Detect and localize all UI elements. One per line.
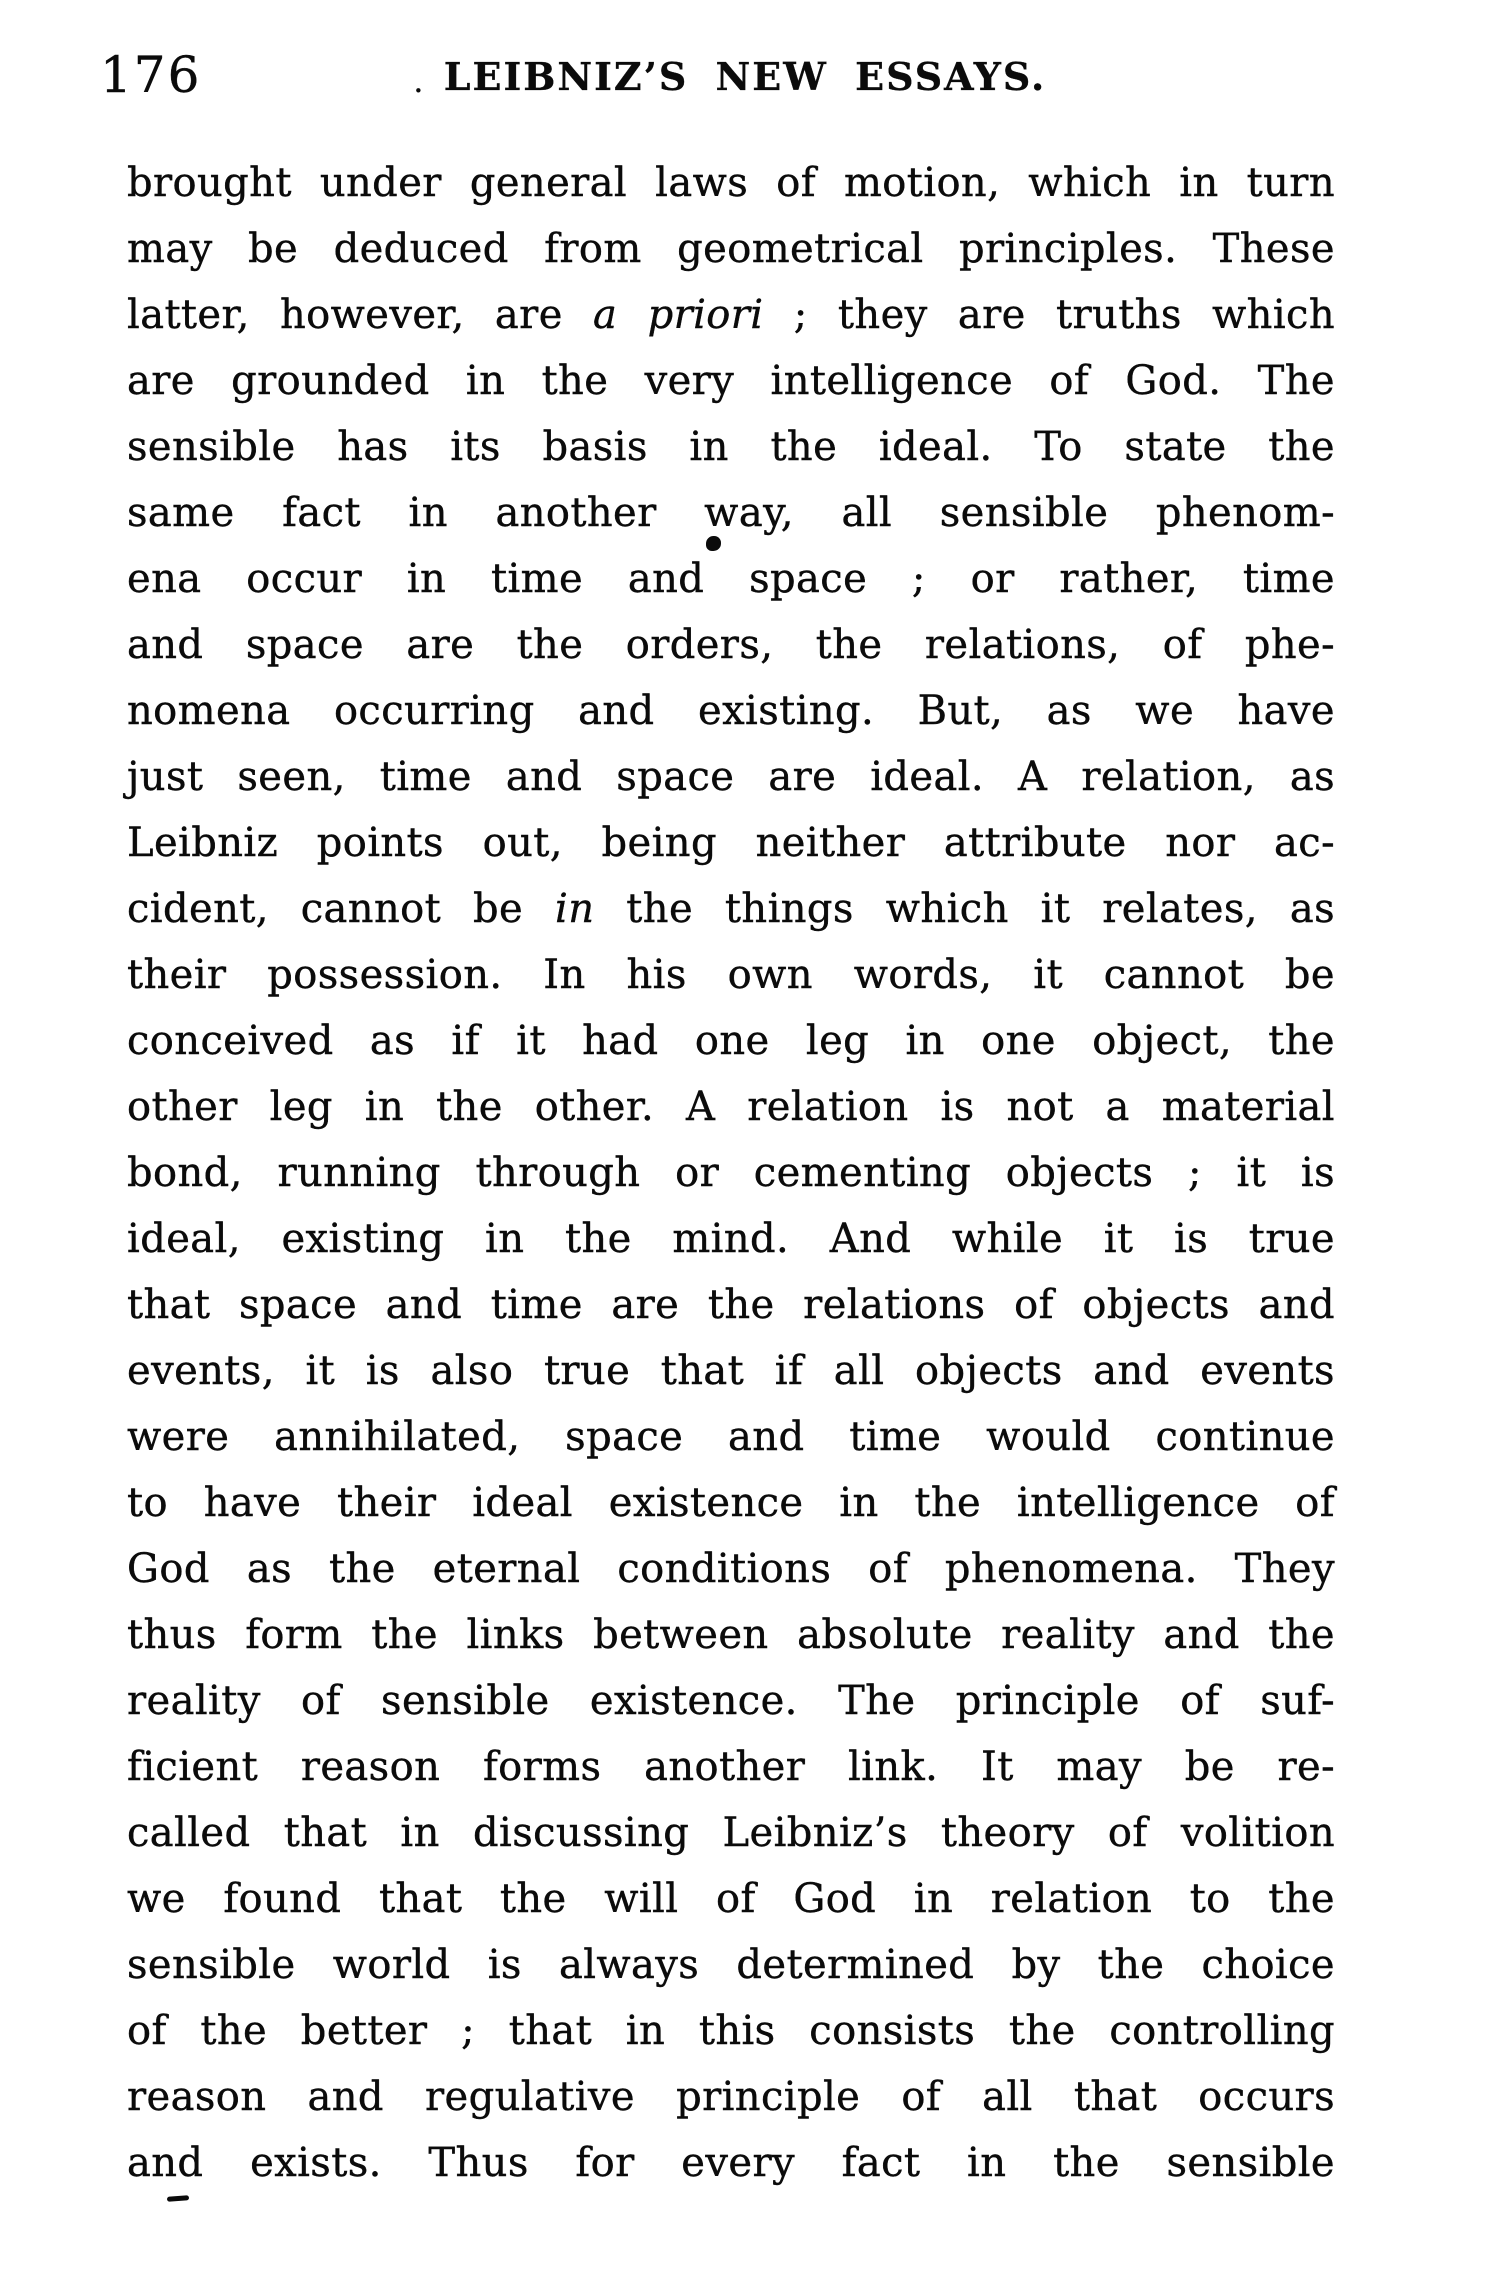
text-segment: conceived as if it had one leg in one object, the [127,1018,1335,1064]
text-line [127,876,1335,942]
text-segment: their possession. In his own words, it cannot be [127,952,1335,998]
text-segment: we found that the will of God in relation to the [127,1876,1335,1922]
running-header [0,0,1490,120]
text-segment: God as the eternal conditions of phenomena. They [127,1546,1335,1592]
text-line [127,1998,1335,2064]
page-number: 176 [100,46,202,104]
text-line [127,480,1335,546]
text-line [127,744,1335,810]
ink-speck [167,2195,189,2202]
text-segment: other leg in the other. A relation is not a material [127,1084,1335,1130]
text-line [127,1536,1335,1602]
text-segment: and exists. Thus for every fact in the sensible [127,2140,1335,2186]
text-segment: are grounded in the very intelligence of God. The [127,358,1335,404]
text-segment: Leibniz points out, being neither attribute nor ac- [127,820,1335,866]
text-segment: were annihilated, space and time would continue [127,1414,1335,1460]
text-line [127,1404,1335,1470]
text-line [127,282,1335,348]
text-line [127,942,1335,1008]
text-segment: sensible has its basis in the ideal. To state the [127,424,1335,470]
text-segment: reason and regulative principle of all that occurs [127,2074,1335,2120]
text-line [127,1074,1335,1140]
text-line [127,546,1335,612]
text-line [127,150,1335,216]
text-line [127,216,1335,282]
text-segment: that space and time are the relations of objects and [127,1282,1335,1328]
text-segment: ficient reason forms another link. It may be re- [127,1744,1335,1790]
text-line [127,1206,1335,1272]
text-line [127,1800,1335,1866]
text-line [127,1338,1335,1404]
text-segment: of the better ; that in this consists the controlling [127,2008,1335,2054]
text-line [127,414,1335,480]
italic-text-segment: a priori [593,292,764,338]
text-line [127,810,1335,876]
text-segment: nomena occurring and existing. But, as we have [127,688,1335,734]
text-segment: ; they are truths which [763,292,1335,338]
text-segment: brought under general laws of motion, which in turn [127,160,1335,206]
text-segment: just seen, time and space are ideal. A relation, as [127,754,1335,800]
text-segment: bond, running through or cementing objects ; it is [127,1150,1335,1196]
text-line [127,2130,1335,2196]
text-segment: thus form the links between absolute reality and the [127,1612,1335,1658]
text-segment: and space are the orders, the relations, of phe- [127,622,1335,668]
text-line [127,1866,1335,1932]
text-line [127,348,1335,414]
ink-dot-before-title: · [413,71,424,111]
text-line [127,1668,1335,1734]
text-line [127,1734,1335,1800]
text-line [127,1140,1335,1206]
text-segment: same fact in another way, all sensible phenom- [127,490,1335,536]
text-line [127,1008,1335,1074]
running-title: LEIBNIZ’S NEW ESSAYS. [443,54,1047,99]
running-title-wrap [0,54,1490,111]
text-line [127,2064,1335,2130]
text-segment: events, it is also true that if all objects and events [127,1348,1335,1394]
text-line [127,1470,1335,1536]
text-segment: ideal, existing in the mind. And while it is true [127,1216,1335,1262]
body-text-block [127,150,1335,2196]
italic-text-segment: in [555,886,595,932]
text-segment: sensible world is always determined by the choice [127,1942,1335,1988]
text-line [127,1602,1335,1668]
text-line [127,678,1335,744]
ink-speck [706,536,721,551]
text-segment: latter, however, are [127,292,594,338]
text-segment: cident, cannot be [127,886,556,932]
text-segment: to have their ideal existence in the intelligence of [127,1480,1335,1526]
text-segment: the things which it relates, as [594,886,1335,932]
text-line [127,1272,1335,1338]
text-segment: ena occur in time and space ; or rather, time [127,556,1335,602]
text-segment: called that in discussing Leibniz’s theory of volition [127,1810,1335,1856]
text-line [127,1932,1335,1998]
text-segment: reality of sensible existence. The principle of suf- [127,1678,1335,1724]
text-segment: may be deduced from geometrical principles. These [127,226,1335,272]
text-line [127,612,1335,678]
